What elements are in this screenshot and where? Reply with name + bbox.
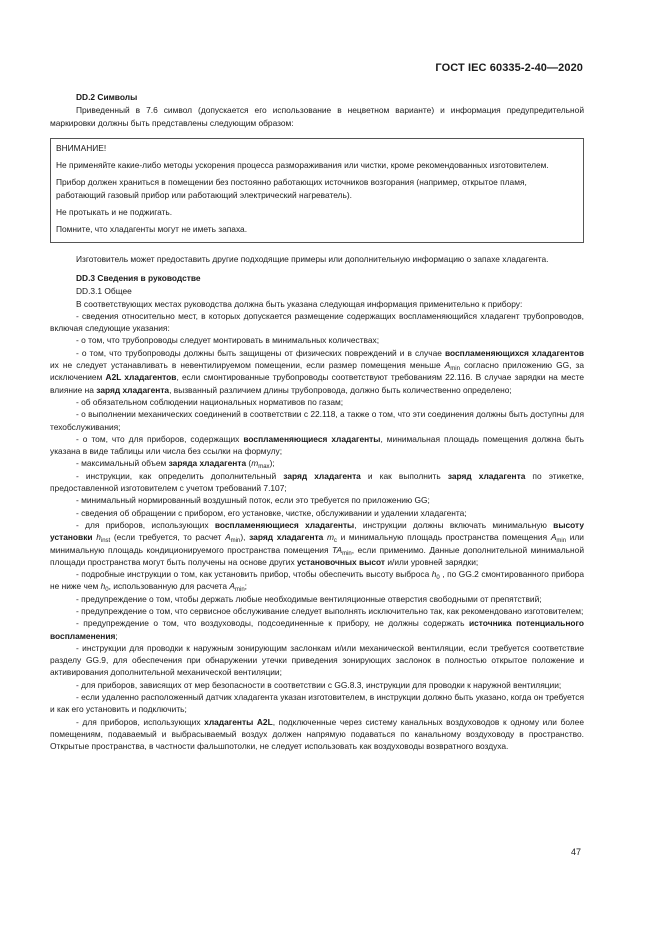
text-run: заряд хладагента xyxy=(249,532,324,543)
list-item xyxy=(50,408,584,433)
text-run: - для приборов, использующих xyxy=(76,519,215,530)
list-item xyxy=(50,347,584,396)
text-run: , вызванный различием длины трубопровода, должно быть количественно определено; xyxy=(169,384,512,395)
text-run: - о том, что для приборов, содержащих xyxy=(76,433,244,444)
text-run: воспламеняющихся хладагентов xyxy=(444,347,584,358)
subscript-text: max xyxy=(258,464,270,471)
text-run: - об обязательном соблюдении национальных нормативов по газам; xyxy=(76,396,344,407)
text-run: высоту установки xyxy=(50,519,585,543)
list-item xyxy=(50,679,584,691)
section-title-dd2: DD.2 Символы xyxy=(76,92,138,102)
text-run: - для приборов, использующих xyxy=(76,716,205,727)
list-item xyxy=(50,716,584,753)
text-run: A2L хладагентов xyxy=(105,372,177,383)
text-run: TA xyxy=(332,544,343,555)
text-run: , использованную для расчета xyxy=(108,581,230,592)
section-title-dd3: DD.3 Сведения в руководстве xyxy=(76,272,201,283)
list-item xyxy=(50,433,584,458)
text-run: m xyxy=(251,458,259,469)
text-run: - предупреждение о том, что воздуховоды, подсоединенные к прибору, не должны содержать xyxy=(76,618,469,629)
text-run: ), xyxy=(240,532,250,543)
warning-heading: ВНИМАНИЕ! xyxy=(56,142,107,153)
list-item xyxy=(50,396,584,408)
text-run: и как выполнить xyxy=(360,470,448,481)
text-run: их не следует устанавливать в невентилируемом помещении, если размер помещения меньше xyxy=(50,360,445,371)
text-run: h xyxy=(96,532,101,543)
page-number: 47 xyxy=(570,847,581,857)
dd3-intro-paragraph: В соответствующих местах руководства должна быть указана следующая информация применительно к прибору: xyxy=(76,298,523,309)
list-item xyxy=(50,605,584,617)
text-run: - для приборов, зависящих от мер безопасности в соответствии с GG.8.3, инструкции для проводки к наружной вентиляции; xyxy=(76,679,562,690)
dd3-requirements-list xyxy=(50,310,584,753)
subscript-text: min xyxy=(556,538,567,545)
text-run: A xyxy=(444,360,451,371)
list-item xyxy=(50,568,584,593)
text-run: - о том, что трубопроводы следует монтировать в минимальных количествах; xyxy=(76,335,380,346)
list-item xyxy=(50,691,584,716)
text-run: ( xyxy=(246,458,252,469)
text-run: заряд хладагента xyxy=(96,384,170,395)
list-item xyxy=(50,617,584,642)
list-item xyxy=(50,494,584,506)
subscript-text: min xyxy=(450,366,460,373)
subscript-text: 0 xyxy=(436,575,440,582)
text-run: - сведения об обращении с прибором, его установке, чистке, обслуживании и удалении хладагента; xyxy=(76,507,467,518)
text-run: , по GG.2 смонтированного прибора не ниже чем xyxy=(50,569,584,592)
warning-box xyxy=(50,138,584,243)
text-run: ; xyxy=(115,630,118,641)
warning-line: Помните, что хладагенты могут не иметь запаха. xyxy=(56,224,248,235)
list-item xyxy=(50,507,584,519)
text-run: h xyxy=(100,581,106,592)
text-run: , если применимо. Данные дополнительной минимальной площади пространства могут быть получены на основе других xyxy=(50,544,584,567)
text-run: воспламеняющиеся хладагенты xyxy=(243,433,381,444)
text-run: m xyxy=(326,532,334,543)
text-run: согласно приложению GG, за исключением xyxy=(50,360,584,383)
text-run: - о выполнении механических соединений в соответствии с 22.118, а также о том, что эти соединения должны быть доступны для техобслуживания; xyxy=(50,409,584,432)
text-run: заряд хладагента xyxy=(283,470,361,481)
dd2-intro-paragraph: Приведенный в 7.6 символ (допускается его использование в нецветном варианте) и информация предупредительной маркировки должны быть представлены следующим образом: xyxy=(50,105,584,128)
text-run: , если смонтированные трубопроводы соответствуют требованиям 22.116. В случае зарядки на месте влияние на xyxy=(50,372,584,395)
text-run: заряда хладагента xyxy=(168,458,247,469)
subscript-text: c xyxy=(333,538,337,545)
text-run: по этикетке, предоставленной изготовителем с учетом требований 7.107; xyxy=(50,470,585,494)
text-run: и минимальную площадь пространства помещения xyxy=(336,532,551,543)
text-run: , минимальная площадь помещения должна быть указана в виде таблицы или числа без ссылки на формулу; xyxy=(50,433,584,457)
text-run: - инструкции, как определить дополнительный xyxy=(76,470,284,481)
text-run: - минимальный нормированный воздушный поток, если это требуется по приложению GG; xyxy=(76,495,430,506)
standard-code-header: ГОСТ IEC 60335-2-40—2020 xyxy=(435,62,583,74)
text-run: - инструкции для проводки к наружным зонирующим заслонкам и/или механической вентиляции, если требуется соответствие разделу GG.9, для обеспечения при обнаружении утечки приведения зонирующих заслонок в полностью открытое положение и активирования дополнительной механической вентиляции; xyxy=(50,642,584,678)
list-item xyxy=(50,519,584,568)
subsection-title-dd3-1: DD.3.1 Общее xyxy=(76,286,132,297)
text-run: ); xyxy=(269,458,275,469)
text-run: - о том, что трубопроводы должны быть защищены от физических повреждений и в случае xyxy=(76,347,445,358)
page-content xyxy=(50,88,584,753)
text-run: h xyxy=(431,569,437,580)
text-run: - если удаленно расположенный датчик хладагента указан изготовителем, в инструкции должно быть указано, когда он требуется и как его установить и подключить; xyxy=(50,692,584,715)
text-run: , инструкции должны включать минимальную xyxy=(354,519,554,530)
text-run: A xyxy=(229,581,235,592)
text-run: или минимальную площадь кондиционируемого пространства помещения xyxy=(50,532,584,555)
text-run: хладагенты A2L xyxy=(204,716,273,727)
text-run: , подключенные через систему канальных воздуховодов к одному или более помещениям, подаваемый и выбрасываемый воздух должен напрямую подаваться по канальному воздуховоду в пространство. Открытые пространства, в частности фальшпотолки, не следует использовать как воздуховоды возвратного воздуха. xyxy=(50,716,584,752)
subscript-text: min xyxy=(342,550,352,557)
warning-line: Не применяйте какие-либо методы ускорения процесса размораживания или чистки, кроме рекомендованных изготовителем. xyxy=(56,160,549,171)
text-run: воспламеняющиеся хладагенты xyxy=(214,519,355,530)
text-run: - предупреждение о том, что сервисное обслуживание следует выполнять исключительно так, как рекомендовано изготовителем; xyxy=(76,605,584,616)
text-run: A xyxy=(225,532,231,543)
text-run: ; xyxy=(244,581,247,592)
text-run: установочных высот xyxy=(297,556,386,567)
text-run: - подробные инструкции о том, как установить прибор, чтобы обеспечить высоту выброса xyxy=(76,569,432,580)
text-run: и/или уровней зарядки; xyxy=(385,556,479,567)
list-item xyxy=(50,642,584,679)
list-item xyxy=(50,470,584,495)
text-run: A xyxy=(550,532,557,543)
subscript-text: inst xyxy=(100,538,111,545)
dd2-after-paragraph: Изготовитель может предоставить другие подходящие примеры или дополнительную информацию о запахе хладагента. xyxy=(76,253,549,264)
subscript-text: 0 xyxy=(105,587,109,594)
text-run: заряд хладагента xyxy=(447,470,526,481)
text-run: источника потенциального воспламенения xyxy=(50,618,584,641)
list-item xyxy=(50,457,584,469)
text-run: - предупреждение о том, чтобы держать любые необходимые вентиляционные отверстия свободными от препятствий; xyxy=(76,593,542,604)
warning-line: Прибор должен храниться в помещении без постоянно работающих источников возгорания (например, открытое пламя, работающий газовый прибор или работающий электрический нагреватель). xyxy=(56,177,527,200)
list-item xyxy=(50,334,584,346)
subscript-text: min xyxy=(230,538,241,545)
list-item xyxy=(50,310,584,335)
text-run: - сведения относительно мест, в которых допускается размещение содержащих воспламеняющийся хладагент трубопроводов, включая следующие указания: xyxy=(50,310,584,334)
subscript-text: min xyxy=(234,587,245,594)
text-run: (если требуется, то расчет xyxy=(110,532,226,543)
warning-line: Не протыкать и не поджигать. xyxy=(56,207,173,218)
list-item xyxy=(50,593,584,605)
text-run: - максимальный объем xyxy=(76,458,169,469)
